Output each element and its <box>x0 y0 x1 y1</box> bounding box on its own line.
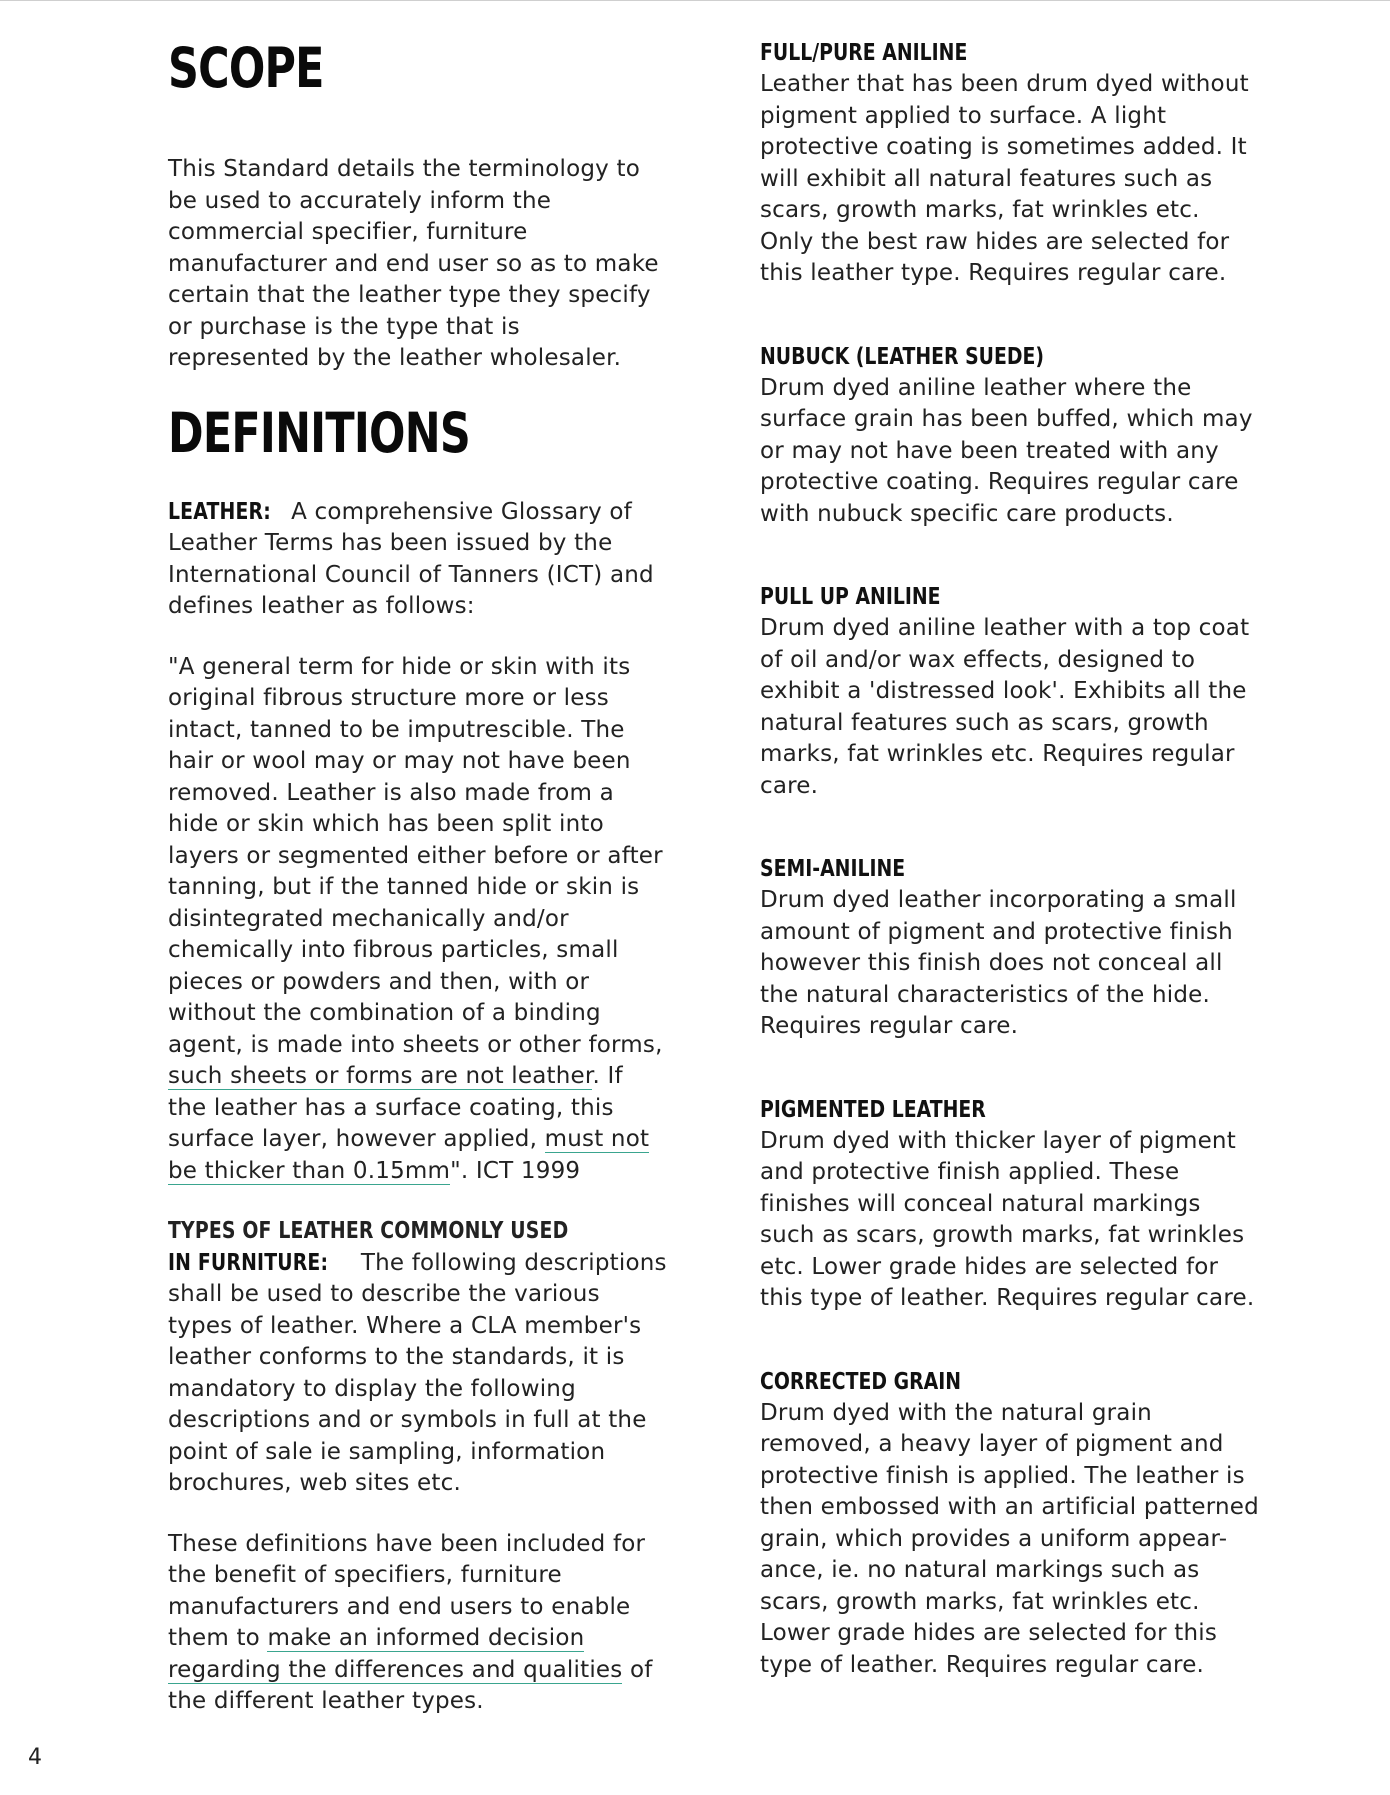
leather-type-description: Drum dyed aniline leather with a top coat of oil and/or wax effects, designed to exhibit a 'distressed look'. Exhibits all the natural features such as scars, growth marks, fat wrinkles etc. Requires regular care. <box>760 615 1250 799</box>
leather-definition-text: A comprehensive Glossary of Leather Terms has been issued by the International Council of Tanners (ICT) and defines leather as follows: <box>168 498 654 619</box>
ict-quote <box>168 652 668 1188</box>
leather-type-pigmented <box>760 1095 1260 1315</box>
closing-underlined: make an informed decision regarding the differences and qualities <box>168 1625 623 1683</box>
closing-paragraph <box>168 1529 668 1718</box>
leather-type-title: PIGMENTED LEATHER <box>760 1096 986 1123</box>
leather-definition <box>168 497 668 623</box>
quote-text-part1: "A general term for hide or skin with its original fibrous structure more or less intact, tanned to be imputrescible. The hair or wool may or may not have been removed. Leather is also made from a hide or skin which has been split into layers or segmented either before or after tanning, but if the tanned hide or skin is disintegrated mechanically and/or chemically into fibrous particles, small pieces or powders and then, with or without the combination of a binding agent, is made into sheets or other forms, <box>168 653 663 1058</box>
leather-type-semi-aniline <box>760 854 1260 1043</box>
leather-type-pull-up-aniline <box>760 582 1260 802</box>
right-column <box>760 38 1260 1681</box>
leather-type-description: Drum dyed aniline leather where the surface grain has been buffed, which may or may not have been treated with any protective coating. Requires regular care with nubuck specific care products. <box>760 374 1253 527</box>
page-top-edge <box>0 0 1390 1</box>
page-number: 4 <box>28 1745 42 1770</box>
leather-type-description: Leather that has been drum dyed without pigment applied to surface. A light protective coating is sometimes added. It will exhibit all natural features such as scars, growth marks, fat wrinkles etc. Only the best raw hides are selected for this leather type. Requires regular care. <box>760 71 1249 286</box>
closing-text-part2: of the different leather types. <box>168 1656 653 1714</box>
leather-type-corrected-grain <box>760 1367 1260 1682</box>
leather-type-description: Drum dyed with thicker layer of pigment and protective finish applied. These finishes will conceal natural markings such as scars, growth marks, fat wrinkles etc. Lower grade hides are selected for this type of leather. Requires regular care. <box>760 1127 1255 1311</box>
types-intro-text: The following descriptions shall be used to describe the various types of leather. Where a CLA member's leather conforms to the standards, it is mandatory to display the following descriptions and or symbols in full at the point of sale ie sampling, information brochures, web sites etc. <box>168 1249 667 1496</box>
closing-text-part1: These definitions have been included for the benefit of specifiers, furniture manufacturers and end users to enable them to <box>168 1530 646 1651</box>
leather-type-full-aniline <box>760 38 1260 290</box>
left-column <box>168 36 668 1718</box>
types-intro <box>168 1216 668 1500</box>
types-label-line1: TYPES OF LEATHER COMMONLY USED <box>168 1218 569 1244</box>
leather-type-title: CORRECTED GRAIN <box>760 1368 962 1395</box>
leather-type-title: NUBUCK (LEATHER SUEDE) <box>760 343 1045 370</box>
leather-type-description: Drum dyed leather incorporating a small amount of pigment and protective finish however this finish does not conceal all the natural characteristics of the hide. Requires regular care. <box>760 887 1237 1039</box>
scope-heading: SCOPE <box>168 36 324 100</box>
leather-type-title: FULL/PURE ANILINE <box>760 40 968 66</box>
leather-type-nubuck <box>760 342 1260 531</box>
types-label-line2: IN FURNITURE: <box>168 1249 329 1276</box>
leather-label: LEATHER: <box>168 498 271 525</box>
leather-type-title: SEMI-ANILINE <box>760 856 906 882</box>
quote-underlined-thickness: must not be thicker than 0.15mm <box>168 1126 650 1184</box>
definitions-heading: DEFINITIONS <box>168 400 470 465</box>
quote-text-part3: ". ICT 1999 <box>450 1157 581 1184</box>
leather-type-description: Drum dyed with the natural grain removed, a heavy layer of pigment and protective finish is applied. The leather is then embossed with an artificial patterned grain, which provides a uniform appear- ance, ie. no natural markings such as scars, growth marks, fat wrinkles etc. Lower grade hides are selected for this type of leather. Requires regular care. <box>760 1399 1259 1678</box>
quote-text-part2: . If the leather has a surface coating, this surface layer, however applied, <box>168 1063 623 1152</box>
quote-underlined-not-leather: such sheets or forms are not leather <box>168 1063 593 1089</box>
scope-text: This Standard details the terminology to be used to accurately inform the commercial specifier, furniture manufacturer and end user so as to make certain that the leather type they specify or purchase is the type that is represented by the leather wholesaler. <box>168 156 659 371</box>
leather-type-title: PULL UP ANILINE <box>760 584 941 610</box>
